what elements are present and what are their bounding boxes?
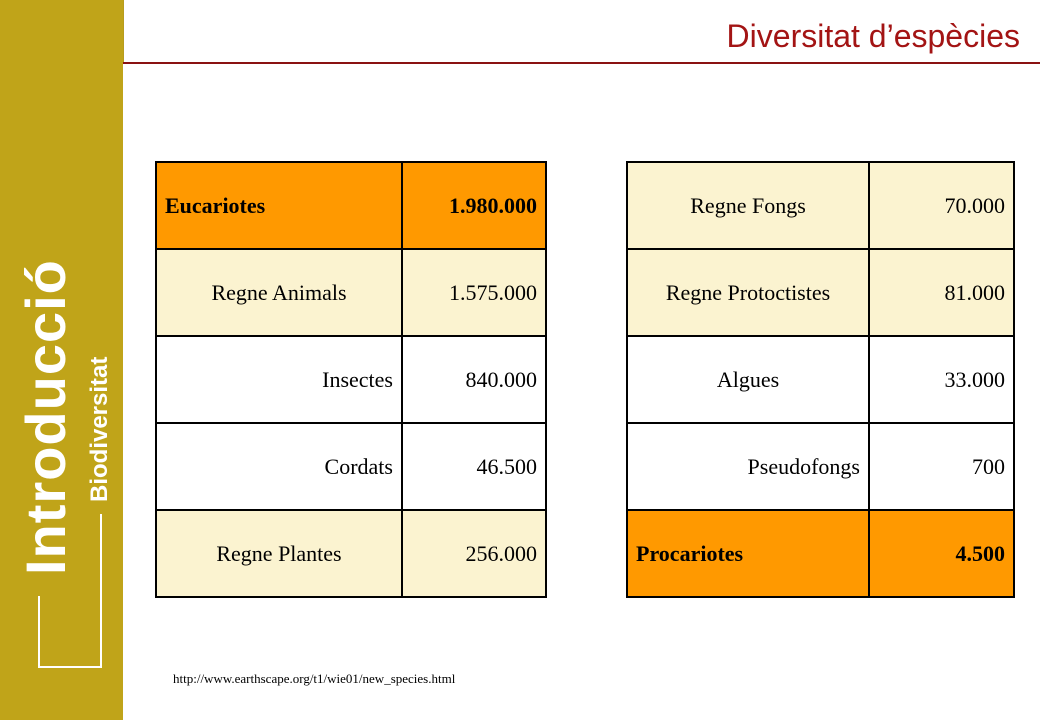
taxon-name: Regne Fongs [627,162,869,249]
species-table-left [155,161,547,598]
taxon-name: Regne Plantes [156,510,402,597]
taxon-name: Procariotes [627,510,869,597]
table-row [156,249,546,336]
species-count: 256.000 [402,510,546,597]
taxon-name: Algues [627,336,869,423]
taxon-name: Insectes [156,336,402,423]
taxon-name: Eucariotes [156,162,402,249]
bracket-decoration [38,666,101,668]
table-row [627,336,1014,423]
bracket-decoration [100,514,102,668]
table-row [156,336,546,423]
table-row [156,510,546,597]
species-count: 1.575.000 [402,249,546,336]
taxon-name: Cordats [156,423,402,510]
table-row [156,423,546,510]
taxon-name: Regne Protoctistes [627,249,869,336]
table-row [156,162,546,249]
header-divider [123,0,124,62]
species-count: 70.000 [869,162,1014,249]
species-count: 700 [869,423,1014,510]
species-count: 81.000 [869,249,1014,336]
table-row [627,162,1014,249]
table-row [627,423,1014,510]
sidebar [0,0,123,720]
species-table-right [626,161,1015,598]
taxon-name: Pseudofongs [627,423,869,510]
species-count: 840.000 [402,336,546,423]
source-url: http://www.earthscape.org/t1/wie01/new_species.html [173,671,456,686]
table-row [627,510,1014,597]
species-count: 4.500 [869,510,1014,597]
bracket-decoration [38,596,40,668]
species-count: 46.500 [402,423,546,510]
header-rule [123,62,1040,64]
sidebar-subtitle: Biodiversitat [86,356,113,502]
species-count: 1.980.000 [402,162,546,249]
taxon-name: Regne Animals [156,249,402,336]
page-title: Diversitat d’espècies [726,18,1020,54]
species-count: 33.000 [869,336,1014,423]
table-row [627,249,1014,336]
sidebar-title: Introducció [14,259,77,575]
